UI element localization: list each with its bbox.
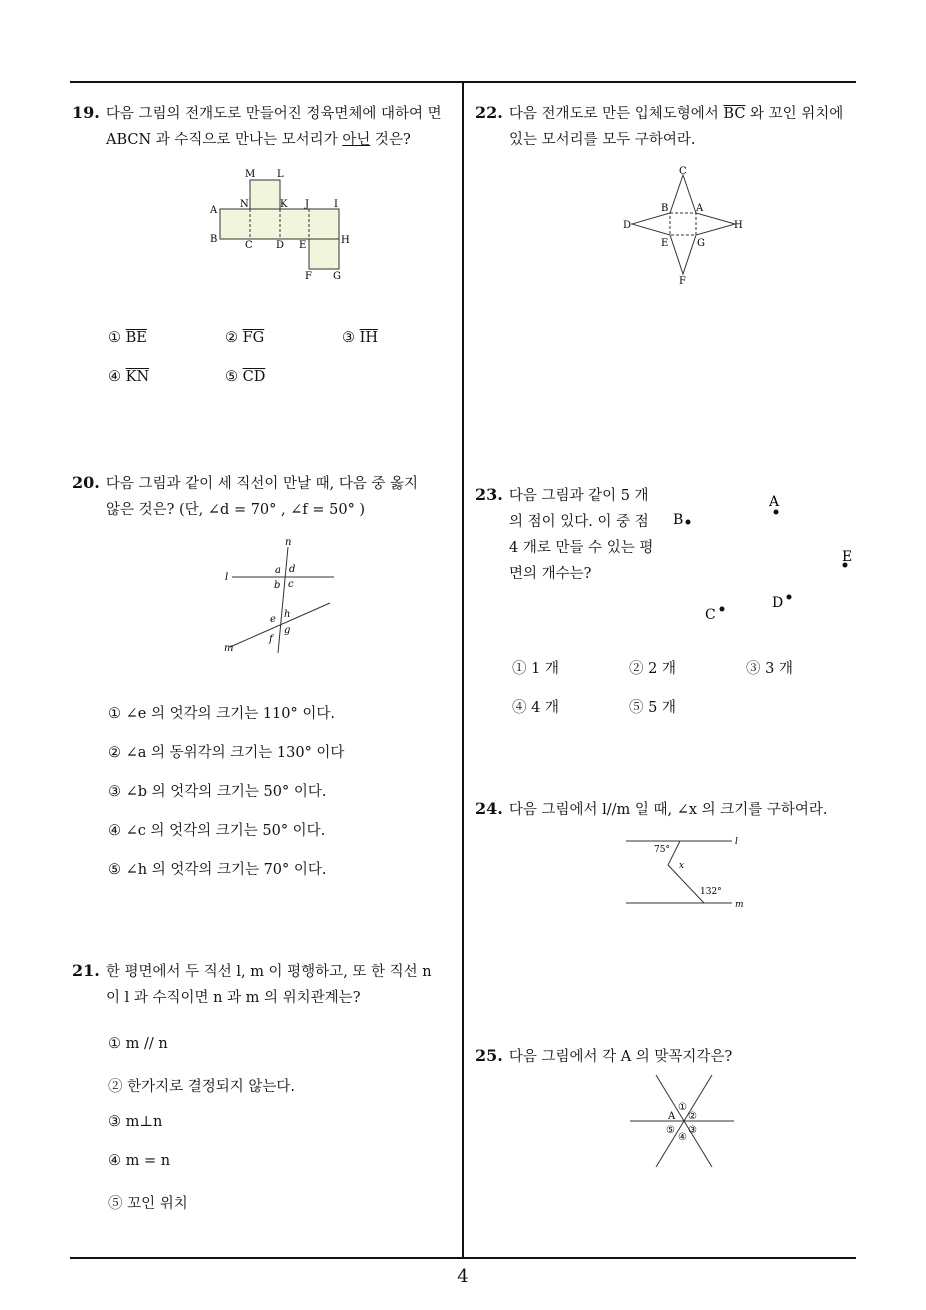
option-mark: ③	[108, 1114, 121, 1130]
option-mark: ⑤	[108, 1196, 123, 1212]
label-K: K	[280, 199, 288, 210]
option-value: $\overline{IH}$	[359, 330, 378, 346]
option[interactable]	[746, 657, 793, 678]
label-n: n	[285, 537, 292, 548]
page-number: 4	[457, 1266, 469, 1287]
option[interactable]	[342, 330, 378, 346]
question-text: 4 개로 만들 수 있는 평	[509, 540, 654, 556]
angle-2: ②	[688, 1111, 697, 1122]
question-text: 다음 그림에서 각 A 의 맞꼭지각은?	[508, 1049, 733, 1065]
label-E: E	[661, 238, 669, 249]
option-mark: ⑤	[629, 700, 644, 716]
option-value: $\overline{FG}$	[242, 330, 265, 346]
option[interactable]	[108, 369, 149, 385]
option-mark: ②	[225, 330, 238, 346]
option[interactable]	[629, 657, 676, 678]
option[interactable]	[512, 657, 559, 678]
label-L: L	[277, 169, 284, 180]
cube-net-figure	[205, 165, 365, 285]
label-H: H	[734, 220, 743, 231]
option-value: $\overline{KN}$	[125, 369, 150, 385]
label-h: h	[284, 609, 291, 620]
option-mark: ④	[512, 700, 527, 716]
point-label-C: C	[705, 607, 716, 623]
point-label-D: D	[772, 595, 784, 611]
question-text: 이 l 과 수직이면 n 과 m 의 위치관계는?	[106, 990, 361, 1006]
label-m: m	[224, 643, 234, 654]
label-C: C	[245, 240, 253, 251]
option-text: 꼬인 위치	[127, 1196, 188, 1212]
option-text: m = n	[125, 1153, 171, 1169]
question-text: 다음 그림과 같이 5 개	[508, 488, 649, 504]
label-I: I	[334, 199, 338, 210]
option-value: $\overline{BE}$	[125, 330, 147, 346]
option[interactable]	[108, 819, 325, 840]
question-text: 있는 모서리를 모두 구하여라.	[509, 132, 696, 148]
question-22	[475, 100, 860, 153]
option-mark: ⑤	[108, 862, 121, 878]
label-d: d	[289, 564, 296, 575]
label-A: A	[210, 205, 218, 216]
label-C: C	[679, 166, 687, 177]
label-l: l	[225, 572, 229, 583]
question-number: 21.	[72, 961, 100, 980]
label-N: N	[240, 199, 249, 210]
option-mark: ①	[108, 706, 121, 722]
option-text: ∠b 의 엇각의 크기는 50° 이다.	[125, 784, 327, 800]
label-M: M	[245, 169, 256, 180]
label-E: E	[299, 240, 307, 251]
option-text: 3 개	[765, 661, 793, 677]
vertical-angles-figure	[628, 1073, 738, 1173]
option[interactable]	[629, 696, 676, 717]
question-number: 25.	[475, 1046, 503, 1065]
option-text: ∠c 의 엇각의 크기는 50° 이다.	[125, 823, 326, 839]
label-J: J	[305, 199, 310, 210]
question-text: 것은?	[370, 132, 411, 148]
option-text: 5 개	[648, 700, 676, 716]
segment-BC: $\overline{BC}$	[723, 106, 746, 122]
option-mark: ①	[108, 330, 121, 346]
option-mark: ②	[108, 745, 121, 761]
option-mark: ②	[108, 1079, 123, 1095]
option[interactable]	[108, 330, 147, 346]
point-label-E: E	[842, 549, 853, 565]
option-mark: ①	[108, 1036, 121, 1052]
option[interactable]	[108, 741, 344, 762]
label-A: A	[668, 1111, 676, 1122]
label-B: B	[661, 203, 669, 214]
label-D: D	[623, 220, 632, 231]
option[interactable]	[512, 696, 559, 717]
question-number: 22.	[475, 103, 503, 122]
angle-3: ③	[688, 1125, 697, 1136]
label-m: m	[735, 900, 744, 910]
question-24	[475, 796, 860, 823]
label-H: H	[341, 235, 350, 246]
question-text: 한 평면에서 두 직선 l, m 이 평행하고, 또 한 직선 n	[105, 964, 432, 980]
angle-132: 132°	[700, 887, 722, 897]
angle-5: ⑤	[666, 1125, 675, 1136]
question-text: ABCN 과 수직으로 만나는 모서리가	[106, 132, 343, 148]
option-text: 2 개	[648, 661, 676, 677]
option-value: $\overline{CD}$	[242, 369, 266, 385]
angle-x: x	[679, 861, 685, 871]
option-mark: ③	[746, 661, 761, 677]
label-B: B	[210, 234, 218, 245]
question-text: 면의 개수는?	[509, 566, 592, 582]
question-21	[72, 958, 457, 1011]
option-text: ∠h 의 엇각의 크기는 70° 이다.	[125, 862, 327, 878]
option-text: 4 개	[531, 700, 559, 716]
question-text: 다음 그림과 같이 세 직선이 만날 때, 다음 중 옳지	[105, 476, 419, 492]
option-text: m⊥n	[125, 1114, 163, 1130]
option[interactable]	[108, 1192, 188, 1213]
question-19	[72, 100, 457, 153]
emphasis-text: 아닌	[342, 132, 371, 148]
point-label-A: A	[769, 494, 780, 510]
option-mark: ④	[108, 369, 121, 385]
label-l: l	[735, 837, 738, 847]
option-mark: ①	[512, 661, 527, 677]
option-text: ∠e 의 엇각의 크기는 110° 이다.	[125, 706, 335, 722]
option[interactable]	[108, 1153, 170, 1169]
question-text: 다음 그림에서 l//m 일 때, ∠x 의 크기를 구하여라.	[508, 802, 828, 818]
angle-4: ④	[678, 1132, 687, 1143]
angle-75: 75°	[654, 845, 670, 855]
option[interactable]	[108, 1075, 295, 1096]
question-number: 19.	[72, 103, 100, 122]
option-text: 한가지로 결정되지 않는다.	[127, 1079, 296, 1095]
question-20	[72, 470, 457, 523]
label-b: b	[274, 580, 281, 591]
option-mark: ④	[108, 1153, 121, 1169]
parallel-lines-figure	[622, 832, 762, 912]
option[interactable]	[225, 369, 265, 385]
label-F: F	[679, 276, 686, 287]
question-number: 20.	[72, 473, 100, 492]
label-D: D	[276, 240, 285, 251]
label-a: a	[275, 565, 281, 576]
label-c: c	[288, 579, 294, 590]
option-text: m // n	[125, 1036, 168, 1052]
label-F: F	[305, 271, 312, 282]
option[interactable]	[108, 702, 335, 723]
option-text: 1 개	[531, 661, 559, 677]
option[interactable]	[108, 858, 327, 879]
option[interactable]	[108, 1114, 162, 1130]
angle-1: ①	[678, 1102, 687, 1113]
option-mark: ④	[108, 823, 121, 839]
question-25	[475, 1043, 860, 1070]
label-G: G	[333, 271, 341, 282]
five-points-figure	[665, 488, 865, 628]
option[interactable]	[108, 1036, 168, 1052]
question-23	[475, 482, 675, 587]
point-label-B: B	[673, 512, 684, 528]
question-text: 와 꼬인 위치에	[745, 106, 844, 122]
option-mark: ②	[629, 661, 644, 677]
question-text: 다음 전개도로 만든 입체도형에서	[508, 106, 724, 122]
label-f: f	[269, 634, 273, 645]
option[interactable]	[108, 780, 326, 801]
question-text: 않은 것은? (단, ∠d = 70° , ∠f = 50° )	[106, 502, 366, 518]
three-lines-figure	[222, 535, 352, 655]
option-mark: ③	[108, 784, 121, 800]
option-mark: ⑤	[225, 369, 238, 385]
label-e: e	[270, 614, 276, 625]
option-mark: ③	[342, 330, 355, 346]
question-number: 23.	[475, 485, 503, 504]
question-number: 24.	[475, 799, 503, 818]
option-text: ∠a 의 동위각의 크기는 130° 이다	[125, 745, 345, 761]
column-divider	[462, 82, 464, 1258]
star-net-figure	[620, 163, 750, 288]
question-text: 의 점이 있다. 이 중 점	[509, 514, 649, 530]
option[interactable]	[225, 330, 264, 346]
question-text: 다음 그림의 전개도로 만들어진 정육면체에 대하여 면	[105, 106, 442, 122]
label-A: A	[696, 203, 704, 214]
label-g: g	[284, 625, 291, 636]
label-G: G	[697, 238, 705, 249]
